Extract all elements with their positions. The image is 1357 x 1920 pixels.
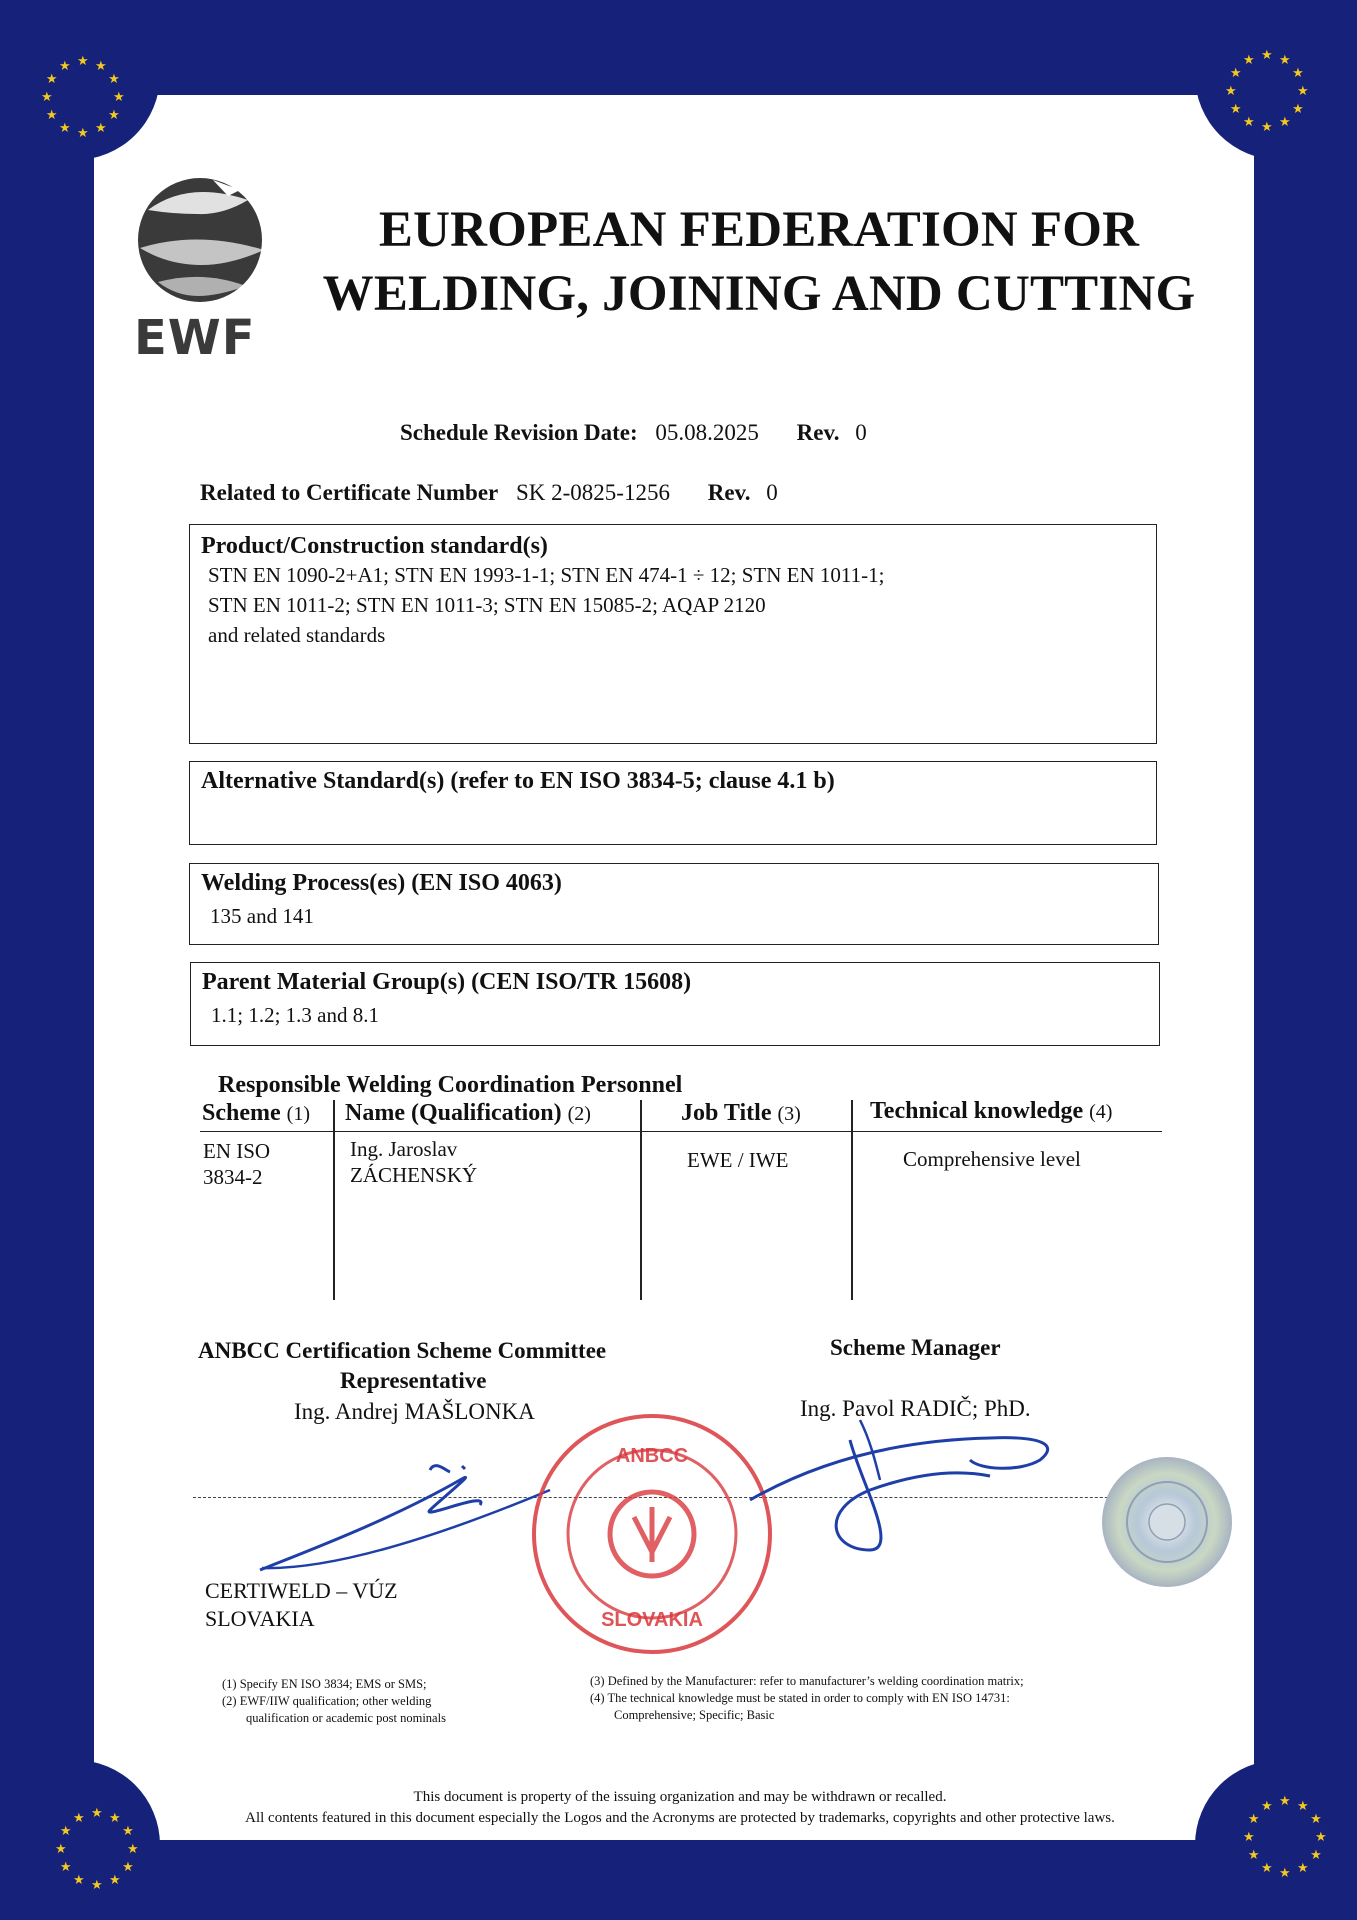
name-line-1: Ing. Jaroslav xyxy=(350,1137,458,1161)
column-job-title-label: Job Title xyxy=(681,1100,772,1126)
star-icon: ★ xyxy=(109,1810,121,1826)
table-row-name xyxy=(350,1136,477,1188)
page-title xyxy=(294,198,1224,326)
product-standards-line-1: STN EN 1090-2+A1; STN EN 1993-1-1; STN EN 474-1 ÷ 12; STN EN 1011-1; xyxy=(208,563,885,587)
table-divider-1 xyxy=(333,1100,335,1300)
footnote-2a: (2) EWF/IIW qualification; other welding xyxy=(222,1694,432,1708)
scheme-manager-name: Ing. Pavol RADIČ; PhD. xyxy=(800,1396,1031,1421)
product-standards-box xyxy=(189,524,1157,744)
committee-line-1: ANBCC Certification Scheme Committee xyxy=(198,1338,607,1363)
star-icon: ★ xyxy=(1279,1866,1291,1881)
product-standards-line-2: STN EN 1011-2; STN EN 1011-3; STN EN 15085-2; AQAP 2120 xyxy=(208,593,766,617)
table-row-scheme xyxy=(203,1138,270,1190)
parent-material-value: 1.1; 1.2; 1.3 and 8.1 xyxy=(211,1003,379,1027)
star-icon: ★ xyxy=(113,90,125,105)
ewf-logo-text: EWF xyxy=(134,310,256,366)
disclaimer xyxy=(100,1787,1260,1829)
revision-date-label: Schedule Revision Date: xyxy=(400,420,638,445)
column-name-label: Name (Qualification) xyxy=(345,1100,562,1126)
footnote-1: (1) Specify EN ISO 3834; EMS or SMS; xyxy=(222,1677,427,1691)
schedule-revision-line xyxy=(400,420,867,446)
star-icon: ★ xyxy=(1243,52,1255,68)
committee-name: Ing. Andrej MAŠLONKA xyxy=(294,1399,535,1424)
star-icon: ★ xyxy=(127,1842,139,1857)
star-icon: ★ xyxy=(122,1824,134,1839)
column-knowledge-note: (4) xyxy=(1089,1101,1113,1123)
revision-rev-value: 0 xyxy=(855,420,867,445)
eu-stars-top-left-icon xyxy=(38,52,128,142)
star-icon: ★ xyxy=(1225,84,1237,99)
star-icon: ★ xyxy=(1243,115,1255,131)
column-technical-knowledge xyxy=(870,1098,1112,1125)
footnote-4a: (4) The technical knowledge must be stated in order to comply with EN ISO 14731: xyxy=(590,1691,1010,1705)
star-icon: ★ xyxy=(77,54,89,69)
scheme-manager-title: Scheme Manager xyxy=(830,1335,1001,1360)
table-row-knowledge: Comprehensive level xyxy=(903,1147,1081,1171)
star-icon: ★ xyxy=(1279,52,1291,68)
footnote-4b: Comprehensive; Specific; Basic xyxy=(614,1708,775,1722)
star-icon: ★ xyxy=(45,72,58,87)
star-icon: ★ xyxy=(77,126,89,141)
star-icon: ★ xyxy=(59,58,71,74)
star-icon: ★ xyxy=(1292,102,1304,117)
star-icon: ★ xyxy=(108,72,120,87)
star-icon: ★ xyxy=(45,108,58,123)
parent-material-box xyxy=(190,962,1160,1046)
star-icon: ★ xyxy=(1261,1798,1273,1814)
star-icon: ★ xyxy=(95,121,107,137)
manager-signature xyxy=(740,1400,1070,1560)
star-icon: ★ xyxy=(108,108,120,123)
star-icon: ★ xyxy=(73,1873,85,1889)
star-icon: ★ xyxy=(1279,115,1291,131)
star-icon: ★ xyxy=(122,1860,134,1875)
welding-process-value: 135 and 141 xyxy=(210,904,314,928)
star-icon: ★ xyxy=(1243,1830,1255,1845)
column-scheme-note: (1) xyxy=(286,1103,310,1125)
alternative-standards-box xyxy=(189,761,1157,845)
star-icon: ★ xyxy=(1261,120,1273,135)
disclaimer-line-1: This document is property of the issuing organization and may be withdrawn or recalled. xyxy=(413,1789,947,1805)
star-icon: ★ xyxy=(59,121,71,137)
certificate-number-value: SK 2-0825-1256 xyxy=(516,480,670,505)
star-icon: ★ xyxy=(73,1810,85,1826)
title-line-1: EUROPEAN FEDERATION FOR xyxy=(378,202,1140,258)
table-header-rule xyxy=(200,1131,1162,1132)
star-icon: ★ xyxy=(1297,84,1309,99)
personnel-heading: Responsible Welding Coordination Personnel xyxy=(218,1072,683,1098)
title-line-2: WELDING, JOINING AND CUTTING xyxy=(322,266,1196,322)
hologram-seal-icon xyxy=(1100,1455,1235,1590)
column-scheme-label: Scheme xyxy=(202,1100,281,1126)
disclaimer-line-2: All contents featured in this document especially the Logos and the Acronyms are protected by trademarks, copyrights and other protective laws. xyxy=(245,1810,1115,1826)
star-icon: ★ xyxy=(1247,1812,1260,1827)
parent-material-heading: Parent Material Group(s) (CEN ISO/TR 15608) xyxy=(202,969,692,995)
revision-date-value: 05.08.2025 xyxy=(655,420,759,445)
certificate-number-label: Related to Certificate Number xyxy=(200,480,499,505)
star-icon: ★ xyxy=(91,1806,103,1821)
stamp-bottom-text: SLOVAKIA xyxy=(601,1609,703,1631)
footnotes-right xyxy=(590,1673,1024,1724)
welding-process-heading: Welding Process(es) (EN ISO 4063) xyxy=(201,870,562,896)
column-name-note: (2) xyxy=(567,1103,591,1125)
welding-process-box xyxy=(189,863,1159,945)
column-knowledge-label: Technical knowledge xyxy=(870,1098,1084,1124)
table-row-job-title: EWE / IWE xyxy=(687,1148,789,1172)
star-icon: ★ xyxy=(1297,1798,1309,1814)
organization-line-2: SLOVAKIA xyxy=(205,1606,315,1631)
star-icon: ★ xyxy=(1297,1861,1309,1877)
star-icon: ★ xyxy=(1229,102,1242,117)
column-name xyxy=(345,1100,591,1127)
star-icon: ★ xyxy=(59,1860,72,1875)
footnote-3: (3) Defined by the Manufacturer: refer to manufacturer’s welding coordination matrix; xyxy=(590,1674,1024,1688)
table-divider-2 xyxy=(640,1100,642,1300)
star-icon: ★ xyxy=(91,1878,103,1893)
star-icon: ★ xyxy=(1247,1848,1260,1863)
scheme-line-1: EN ISO xyxy=(203,1139,271,1163)
company-stamp xyxy=(530,1412,775,1657)
committee-signature xyxy=(250,1440,570,1580)
star-icon: ★ xyxy=(59,1824,72,1839)
revision-rev-label: Rev. xyxy=(796,420,840,445)
stamp-top-text: ANBCC xyxy=(615,1445,689,1467)
star-icon: ★ xyxy=(95,58,107,74)
product-standards-heading: Product/Construction standard(s) xyxy=(201,533,548,559)
column-job-title xyxy=(681,1100,801,1127)
table-divider-3 xyxy=(851,1100,853,1300)
star-icon: ★ xyxy=(1261,48,1273,63)
star-icon: ★ xyxy=(1315,1830,1327,1845)
eu-stars-top-right-icon xyxy=(1222,46,1312,136)
star-icon: ★ xyxy=(1310,1848,1322,1863)
footnotes-left xyxy=(222,1676,446,1727)
star-icon: ★ xyxy=(1279,1794,1291,1809)
certificate-rev-value: 0 xyxy=(766,480,778,505)
committee-line-2: Representative xyxy=(340,1368,487,1393)
alternative-standards-heading: Alternative Standard(s) (refer to EN ISO 3834-5; clause 4.1 b) xyxy=(201,768,835,794)
star-icon: ★ xyxy=(1292,66,1304,81)
star-icon: ★ xyxy=(1229,66,1242,81)
footnote-2b: qualification or academic post nominals xyxy=(246,1711,446,1725)
name-line-2: ZÁCHENSKÝ xyxy=(350,1163,478,1187)
scheme-line-2: 3834-2 xyxy=(203,1165,263,1189)
star-icon: ★ xyxy=(109,1873,121,1889)
star-icon: ★ xyxy=(1261,1861,1273,1877)
certificate-number-line xyxy=(200,480,778,506)
star-icon: ★ xyxy=(55,1842,67,1857)
star-icon: ★ xyxy=(1310,1812,1322,1827)
product-standards-line-3: and related standards xyxy=(208,623,386,647)
column-job-title-note: (3) xyxy=(777,1103,801,1125)
star-icon: ★ xyxy=(41,90,53,105)
column-scheme xyxy=(202,1100,310,1127)
organization-line-1: CERTIWELD – VÚZ xyxy=(205,1578,398,1603)
certificate-rev-label: Rev. xyxy=(707,480,751,505)
